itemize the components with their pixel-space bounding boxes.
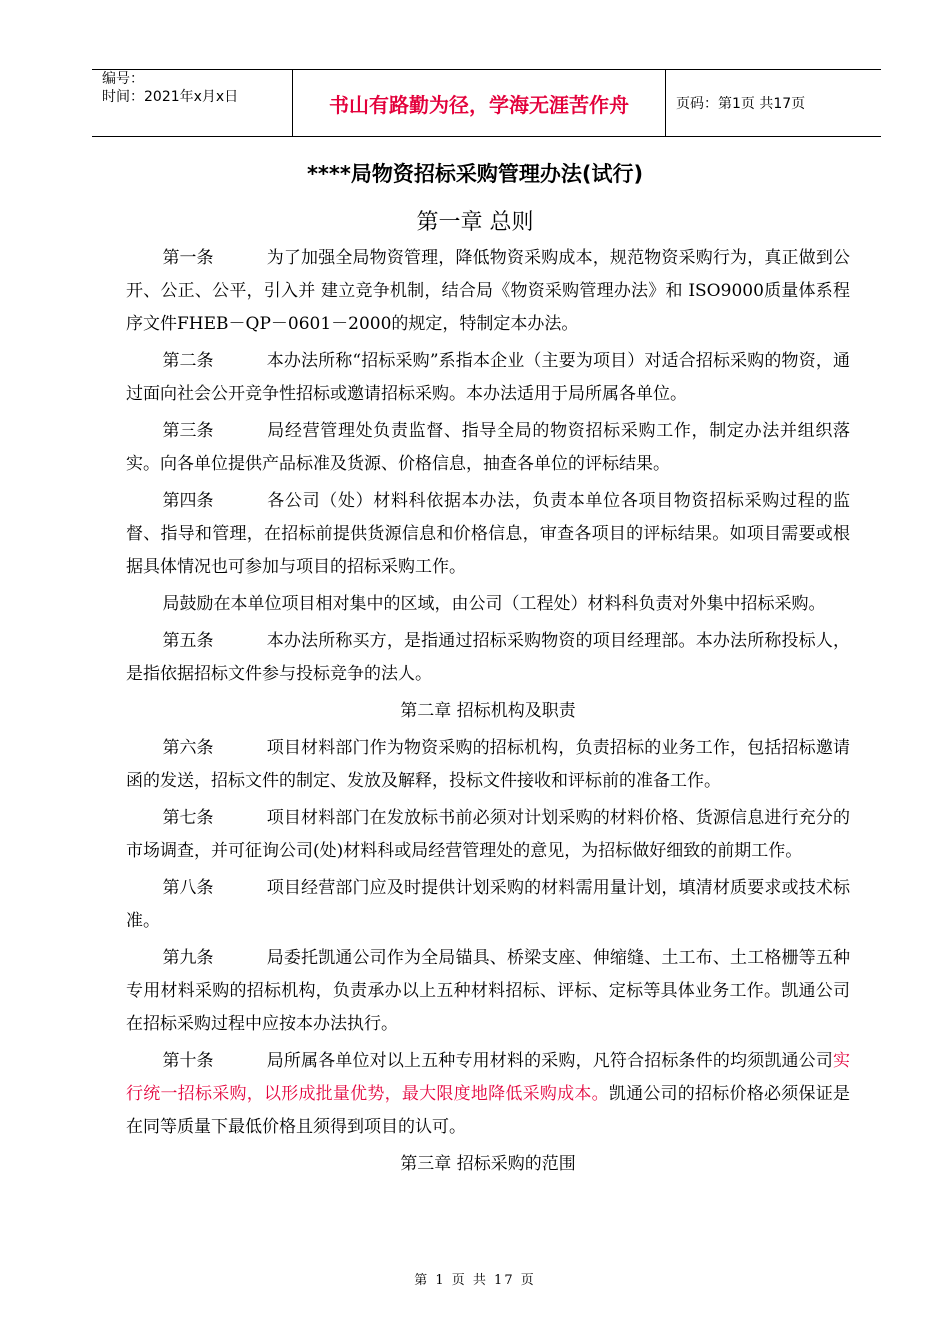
page-footer: 第 1 页 共 17 页 (414, 1273, 536, 1288)
header-motto: 书山有路勤为径，学海无涯苦作舟 (292, 70, 666, 136)
article-4: 第四条 各公司（处）材料科依据本办法，负责本单位各项目物资招标采购过程的监督、指导和管理，在招标前提供货源信息和价格信息，审查各项目的评标结果。如项目需要或根据具体情况也可参加与项目的招标采购工作。 (126, 491, 850, 577)
article-3: 第三条 局经营管理处负责监督、指导全局的物资招标采购工作，制定办法并组织落实。向各单位提供产品标准及货源、价格信息，抽查各单位的评标结果。 (126, 421, 850, 474)
time-label: 时间：2021年x月x日 (102, 89, 239, 105)
article-2: 第二条 本办法所称“招标采购”系指本企业（主要为项目）对适合招标采购的物资，通过面向社会公开竞争性招标或邀请招标采购。本办法适用于局所属各单位。 (126, 351, 850, 404)
chapter-3-heading: 第三章 招标采购的范围 (400, 1154, 576, 1174)
article-10: 第十条 局所属各单位对以上五种专用材料的采购，凡符合招标条件的均须凯通公司实行统一招标采购，以形成批量优势，最大限度地降低采购成本。凯通公司的招标价格必须保证是在同等质量下最低价格且须得到项目的认可。 (126, 1051, 850, 1137)
header-meta (92, 70, 292, 136)
article-5: 第五条 本办法所称买方，是指通过招标采购物资的项目经理部。本办法所称投标人，是指依据招标文件参与投标竞争的法人。 (126, 631, 850, 684)
highlighted-text: 实行统一招标采购，以形成批量优势，最大限度地降低采购成本。 (126, 1051, 850, 1104)
header-page-label: 页码：第1页 共17页 (676, 96, 806, 112)
document-title: ****局物资招标采购管理办法(试行) (306, 162, 644, 186)
article-6: 第六条 项目材料部门作为物资采购的招标机构，负责招标的业务工作，包括招标邀请函的发送，招标文件的制定、发放及解释，投标文件接收和评标前的准备工作。 (126, 738, 850, 791)
chapter-1-heading: 第一章 总则 (416, 210, 534, 235)
page-header (92, 69, 881, 137)
article-4-supplement: 局鼓励在本单位项目相对集中的区域，由公司（工程处）材料科负责对外集中招标采购。 (162, 594, 826, 614)
number-label: 编号： (102, 71, 144, 87)
article-9: 第九条 局委托凯通公司作为全局锚具、桥梁支座、伸缩缝、土工布、土工格栅等五种专用材料采购的招标机构，负责承办以上五种材料招标、评标、定标等具体业务工作。凯通公司在招标采购过程中应按本办法执行。 (126, 948, 850, 1034)
chapter-2-heading: 第二章 招标机构及职责 (400, 701, 576, 721)
article-7: 第七条 项目材料部门在发放标书前必须对计划采购的材料价格、货源信息进行充分的市场调查，并可征询公司(处)材料科或局经营管理处的意见，为招标做好细致的前期工作。 (126, 808, 850, 861)
article-1: 第一条 为了加强全局物资管理，降低物资采购成本，规范物资采购行为，真正做到公开、公正、公平，引入并 建立竞争机制，结合局《物资采购管理办法》和 ISO9000质量体系程序文件FHEB－QP－0601－2000的规定，特制定本办法。 (126, 248, 850, 334)
document-body (126, 242, 850, 1185)
article-8: 第八条 项目经营部门应及时提供计划采购的材料需用量计划，填清材质要求或技术标准。 (126, 878, 850, 931)
